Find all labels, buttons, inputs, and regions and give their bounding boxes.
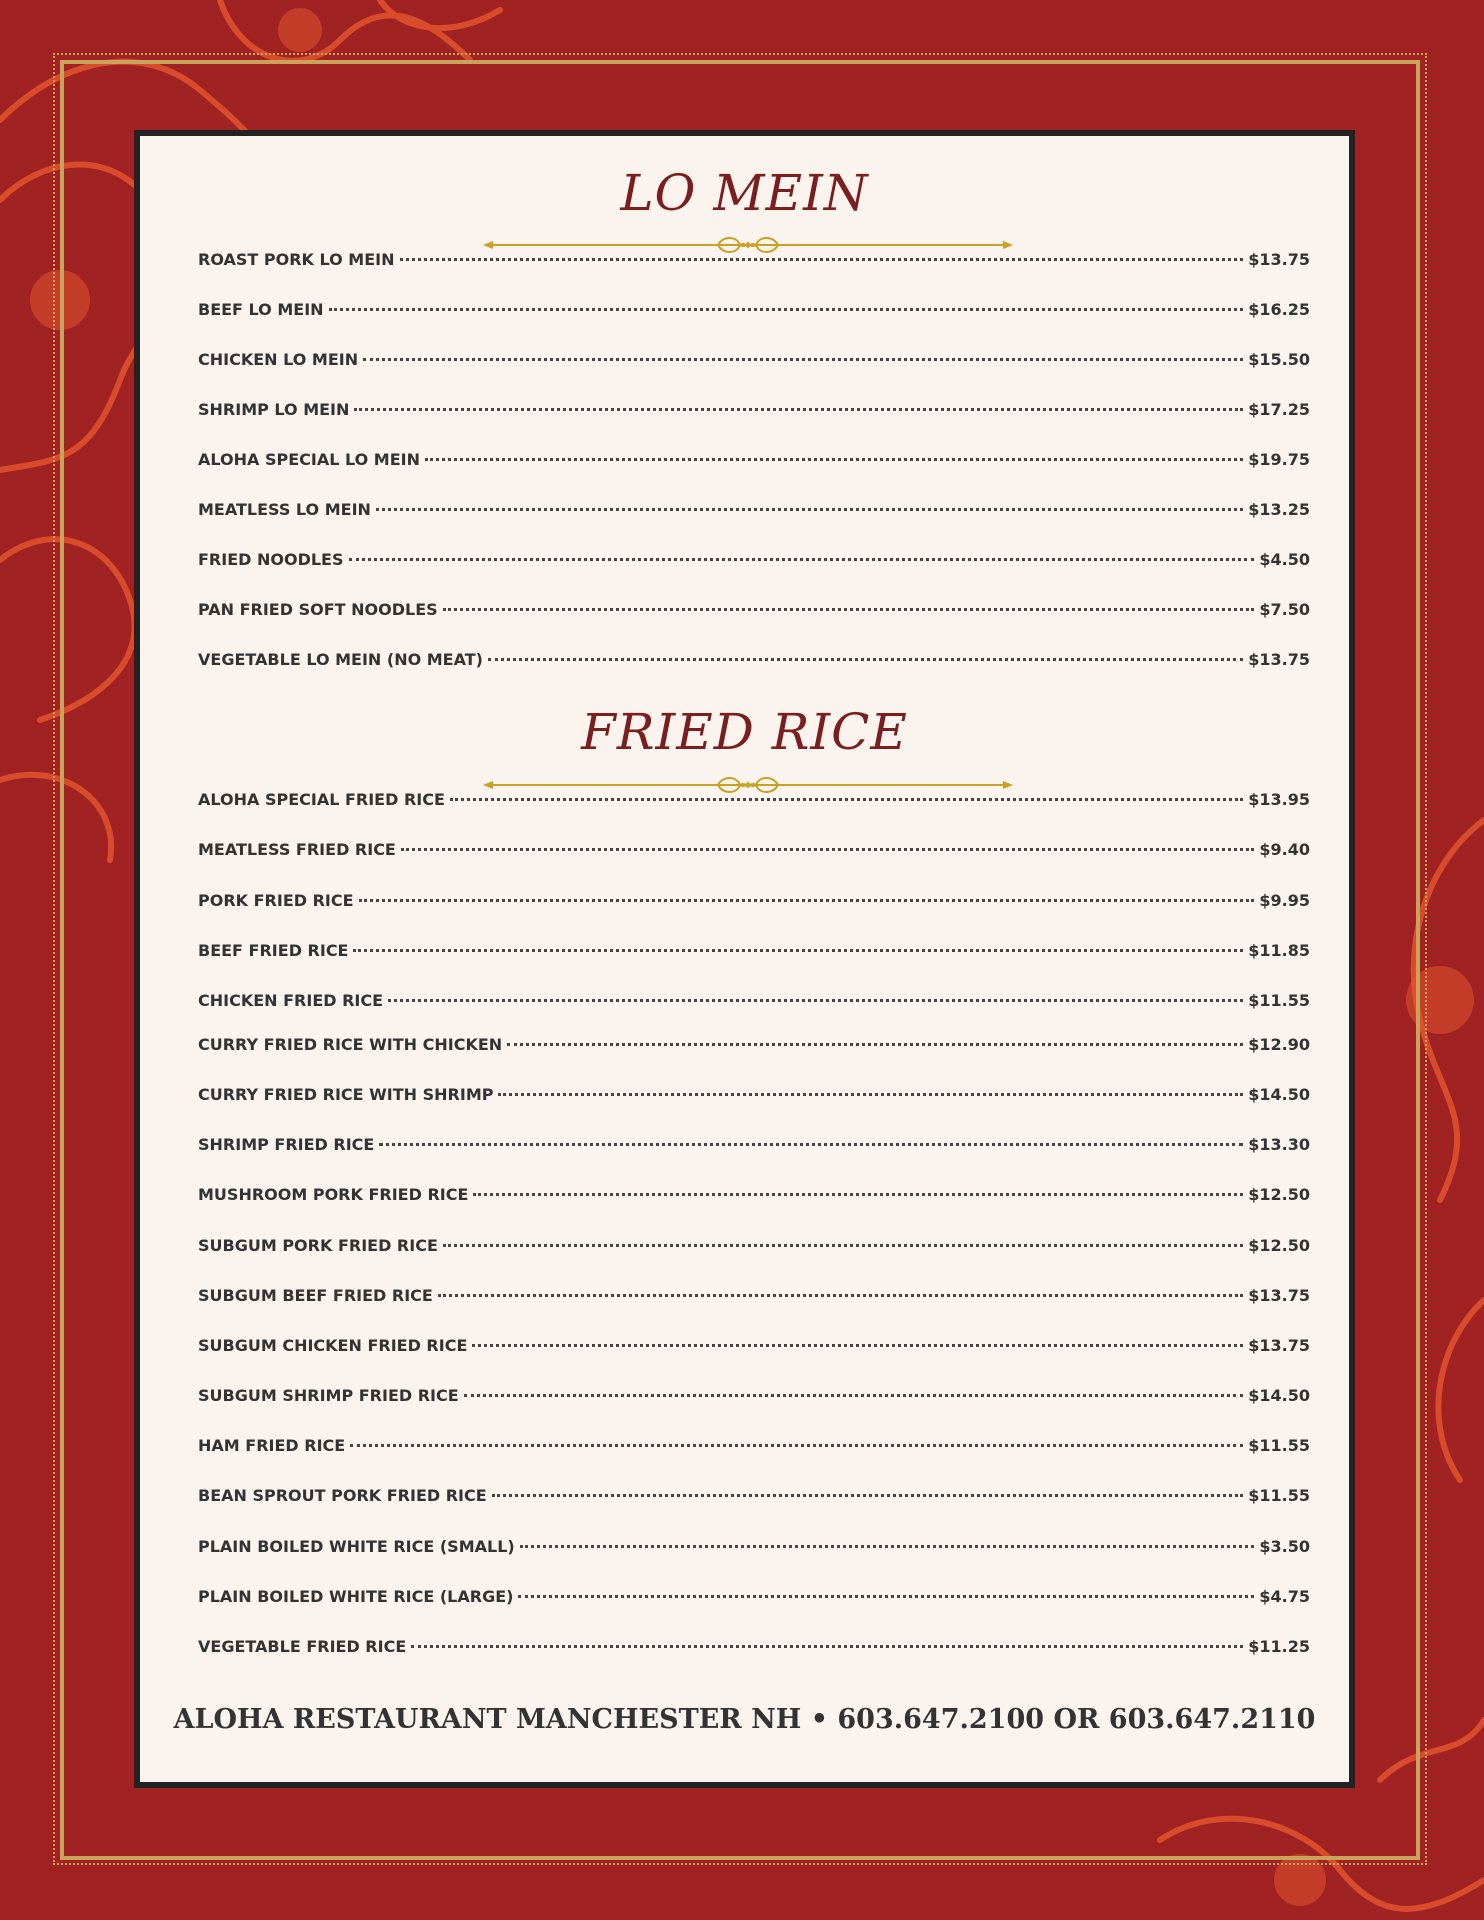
item-price: $14.50 [1248, 1386, 1310, 1405]
menu-item [198, 650, 1310, 672]
item-price: $7.50 [1259, 600, 1310, 619]
dot-leader [443, 1244, 1243, 1247]
dot-leader [488, 658, 1243, 661]
menu-item [198, 550, 1310, 572]
dot-leader [520, 1545, 1255, 1548]
menu-item [198, 1637, 1310, 1659]
item-price: $13.75 [1248, 250, 1310, 269]
menu-item [198, 1085, 1310, 1107]
item-price: $19.75 [1248, 450, 1310, 469]
item-name: ALOHA SPECIAL LO MEIN [198, 450, 420, 469]
dot-leader [464, 1394, 1244, 1397]
item-name: MEATLESS LO MEIN [198, 500, 371, 519]
dot-leader [349, 558, 1255, 561]
item-price: $12.50 [1248, 1236, 1310, 1255]
item-name: BEAN SPROUT PORK FRIED RICE [198, 1486, 487, 1505]
item-price: $4.50 [1259, 550, 1310, 569]
menu-item [198, 941, 1310, 963]
item-price: $16.25 [1248, 300, 1310, 319]
menu-item [198, 891, 1310, 913]
menu-item [198, 300, 1310, 322]
menu-item [198, 250, 1310, 272]
item-name: ROAST PORK LO MEIN [198, 250, 395, 269]
dot-leader [472, 1344, 1243, 1347]
menu-item [198, 1486, 1310, 1508]
item-name: BEEF LO MEIN [198, 300, 324, 319]
item-name: SUBGUM CHICKEN FRIED RICE [198, 1336, 468, 1355]
item-price: $11.55 [1248, 1486, 1310, 1505]
dot-leader [379, 1143, 1243, 1146]
item-price: $4.75 [1259, 1587, 1310, 1606]
menu-item [198, 1236, 1310, 1258]
item-price: $14.50 [1248, 1085, 1310, 1104]
dot-leader [498, 1093, 1243, 1096]
item-price: $9.95 [1259, 891, 1310, 910]
menu-item [198, 840, 1310, 862]
item-price: $15.50 [1248, 350, 1310, 369]
item-name: PORK FRIED RICE [198, 891, 354, 910]
dot-leader [353, 949, 1243, 952]
dot-leader [411, 1645, 1243, 1648]
dot-leader [518, 1595, 1254, 1598]
dot-leader [473, 1193, 1243, 1196]
item-price: $13.25 [1248, 500, 1310, 519]
item-name: PAN FRIED SOFT NOODLES [198, 600, 438, 619]
menu-item [198, 1286, 1310, 1308]
dot-leader [492, 1494, 1244, 1497]
item-price: $17.25 [1248, 400, 1310, 419]
menu-panel [134, 130, 1355, 1788]
dot-leader [350, 1444, 1243, 1447]
item-price: $13.75 [1248, 1286, 1310, 1305]
item-price: $13.75 [1248, 650, 1310, 669]
restaurant-footer: ALOHA RESTAURANT MANCHESTER NH • 603.647.2100 OR 603.647.2110 [173, 1704, 1316, 1735]
item-name: BEEF FRIED RICE [198, 941, 349, 960]
item-name: MUSHROOM PORK FRIED RICE [198, 1185, 469, 1204]
item-name: SHRIMP FRIED RICE [198, 1135, 375, 1154]
item-name: PLAIN BOILED WHITE RICE (LARGE) [198, 1587, 514, 1606]
menu-item [198, 790, 1310, 812]
item-price: $11.55 [1248, 991, 1310, 1010]
item-name: FRIED NOODLES [198, 550, 344, 569]
section-title: FRIED RICE [581, 703, 908, 761]
menu-item [198, 600, 1310, 622]
item-name: SHRIMP LO MEIN [198, 400, 350, 419]
dot-leader [507, 1043, 1243, 1046]
item-name: PLAIN BOILED WHITE RICE (SMALL) [198, 1537, 515, 1556]
section-title: LO MEIN [620, 164, 869, 222]
dot-leader [425, 458, 1243, 461]
item-name: VEGETABLE FRIED RICE [198, 1637, 407, 1656]
item-name: HAM FRIED RICE [198, 1436, 346, 1455]
item-price: $13.75 [1248, 1336, 1310, 1355]
menu-item [198, 450, 1310, 472]
menu-item [198, 1035, 1310, 1057]
dot-leader [354, 408, 1243, 411]
item-name: CURRY FRIED RICE WITH SHRIMP [198, 1085, 494, 1104]
item-name: ALOHA SPECIAL FRIED RICE [198, 790, 445, 809]
dot-leader [376, 508, 1243, 511]
dot-leader [388, 999, 1243, 1002]
item-price: $3.50 [1259, 1537, 1310, 1556]
dot-leader [359, 899, 1255, 902]
dot-leader [329, 308, 1244, 311]
item-price: $12.50 [1248, 1185, 1310, 1204]
menu-item [198, 991, 1310, 1013]
item-name: SUBGUM BEEF FRIED RICE [198, 1286, 433, 1305]
item-price: $13.95 [1248, 790, 1310, 809]
menu-item [198, 1336, 1310, 1358]
menu-item [198, 350, 1310, 372]
item-name: CURRY FRIED RICE WITH CHICKEN [198, 1035, 503, 1054]
dot-leader [401, 848, 1255, 851]
dot-leader [443, 608, 1255, 611]
dot-leader [400, 258, 1244, 261]
menu-item [198, 1537, 1310, 1559]
dot-leader [438, 1294, 1243, 1297]
item-price: $11.55 [1248, 1436, 1310, 1455]
item-price: $11.85 [1248, 941, 1310, 960]
item-name: SUBGUM PORK FRIED RICE [198, 1236, 438, 1255]
dot-leader [450, 798, 1243, 801]
menu-item [198, 1135, 1310, 1157]
item-name: SUBGUM SHRIMP FRIED RICE [198, 1386, 459, 1405]
item-name: MEATLESS FRIED RICE [198, 840, 396, 859]
item-price: $9.40 [1259, 840, 1310, 859]
menu-item [198, 1386, 1310, 1408]
menu-item [198, 1587, 1310, 1609]
item-name: CHICKEN LO MEIN [198, 350, 359, 369]
item-price: $12.90 [1248, 1035, 1310, 1054]
item-price: $13.30 [1248, 1135, 1310, 1154]
menu-item [198, 500, 1310, 522]
menu-item [198, 1436, 1310, 1458]
dot-leader [363, 358, 1243, 361]
menu-item [198, 400, 1310, 422]
item-price: $11.25 [1248, 1637, 1310, 1656]
menu-item [198, 1185, 1310, 1207]
item-name: CHICKEN FRIED RICE [198, 991, 384, 1010]
item-name: VEGETABLE LO MEIN (NO MEAT) [198, 650, 483, 669]
